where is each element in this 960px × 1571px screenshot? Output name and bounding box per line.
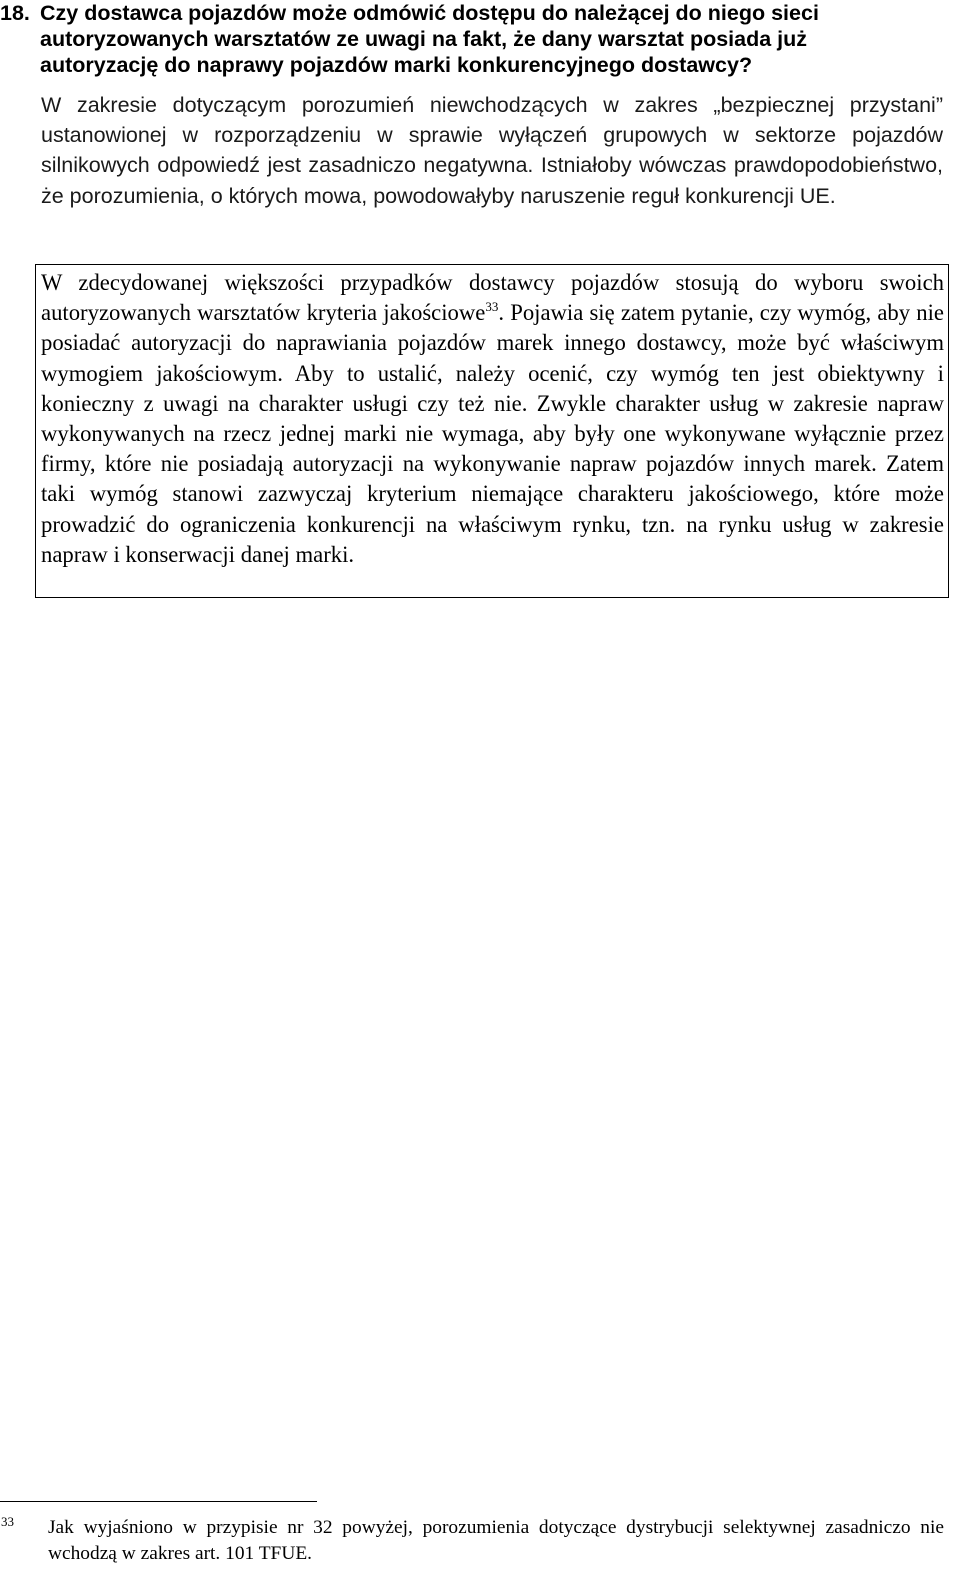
footnote-separator bbox=[0, 1501, 317, 1502]
highlighted-box bbox=[35, 264, 949, 598]
box-paragraph bbox=[41, 268, 944, 570]
footnote-text: Jak wyjaśniono w przypisie nr 32 powyżej, porozumienia dotyczące dystrybucji selektywnej zasadniczo nie wchodzą w zakres art. 101 TFUE. bbox=[48, 1517, 944, 1564]
question-heading bbox=[0, 0, 930, 78]
footnote-reference[interactable]: 33 bbox=[485, 299, 499, 315]
box-text-start: W zdecydowanej większości przypadków dostawcy pojazdów stosują do wyboru swoich autoryzowanych warsztatów kryteria jakościowe bbox=[41, 270, 944, 326]
question-text: Czy dostawca pojazdów może odmówić dostępu do należącej do niego sieci autoryzowanych warsztatów ze uwagi na fakt, że dany warsztat posiada już autoryzację do naprawy pojazdów marki konkurencyjnego dostawcy? bbox=[40, 1, 819, 77]
box-text-end: . Pojawia się zatem pytanie, czy wymóg, aby nie posiadać autoryzacji do naprawiania pojazdów marek innego dostawcy, może być właściwym wymogiem jakościowym. Aby to ustalić, należy ocenić, czy wymóg ten jest obiektywny i konieczny z uwagi na charakter usługi czy też nie. Zwykle charakter usług w zakresie napraw wykonywanych na rzecz jednej marki nie wymaga, aby były one wykonywane wyłącznie przez firmy, które nie posiadają autoryzacji na wykonywanie napraw pojazdów innych marek. Zatem taki wymóg stanowi zazwyczaj kryterium niemające charakteru jakościowego, które może prowadzić do ograniczenia konkurencji na właściwym rynku, tzn. na rynku usług w zakresie napraw i konserwacji danej marki. bbox=[41, 300, 944, 567]
answer-paragraph: W zakresie dotyczącym porozumień niewchodzących w zakres „bezpiecznej przystani” ustanowionej w rozporządzeniu w sprawie wyłączeń grupowych w sektorze pojazdów silnikowych odpowiedź jest zasadniczo negatywna. Istniałoby wówczas prawdopodobieństwo, że porozumienia, o których mowa, powodowałyby naruszenie reguł konkurencji UE. bbox=[41, 93, 943, 208]
footnote-number: 33 bbox=[1, 1514, 14, 1529]
question-number: 18. bbox=[0, 1, 30, 25]
